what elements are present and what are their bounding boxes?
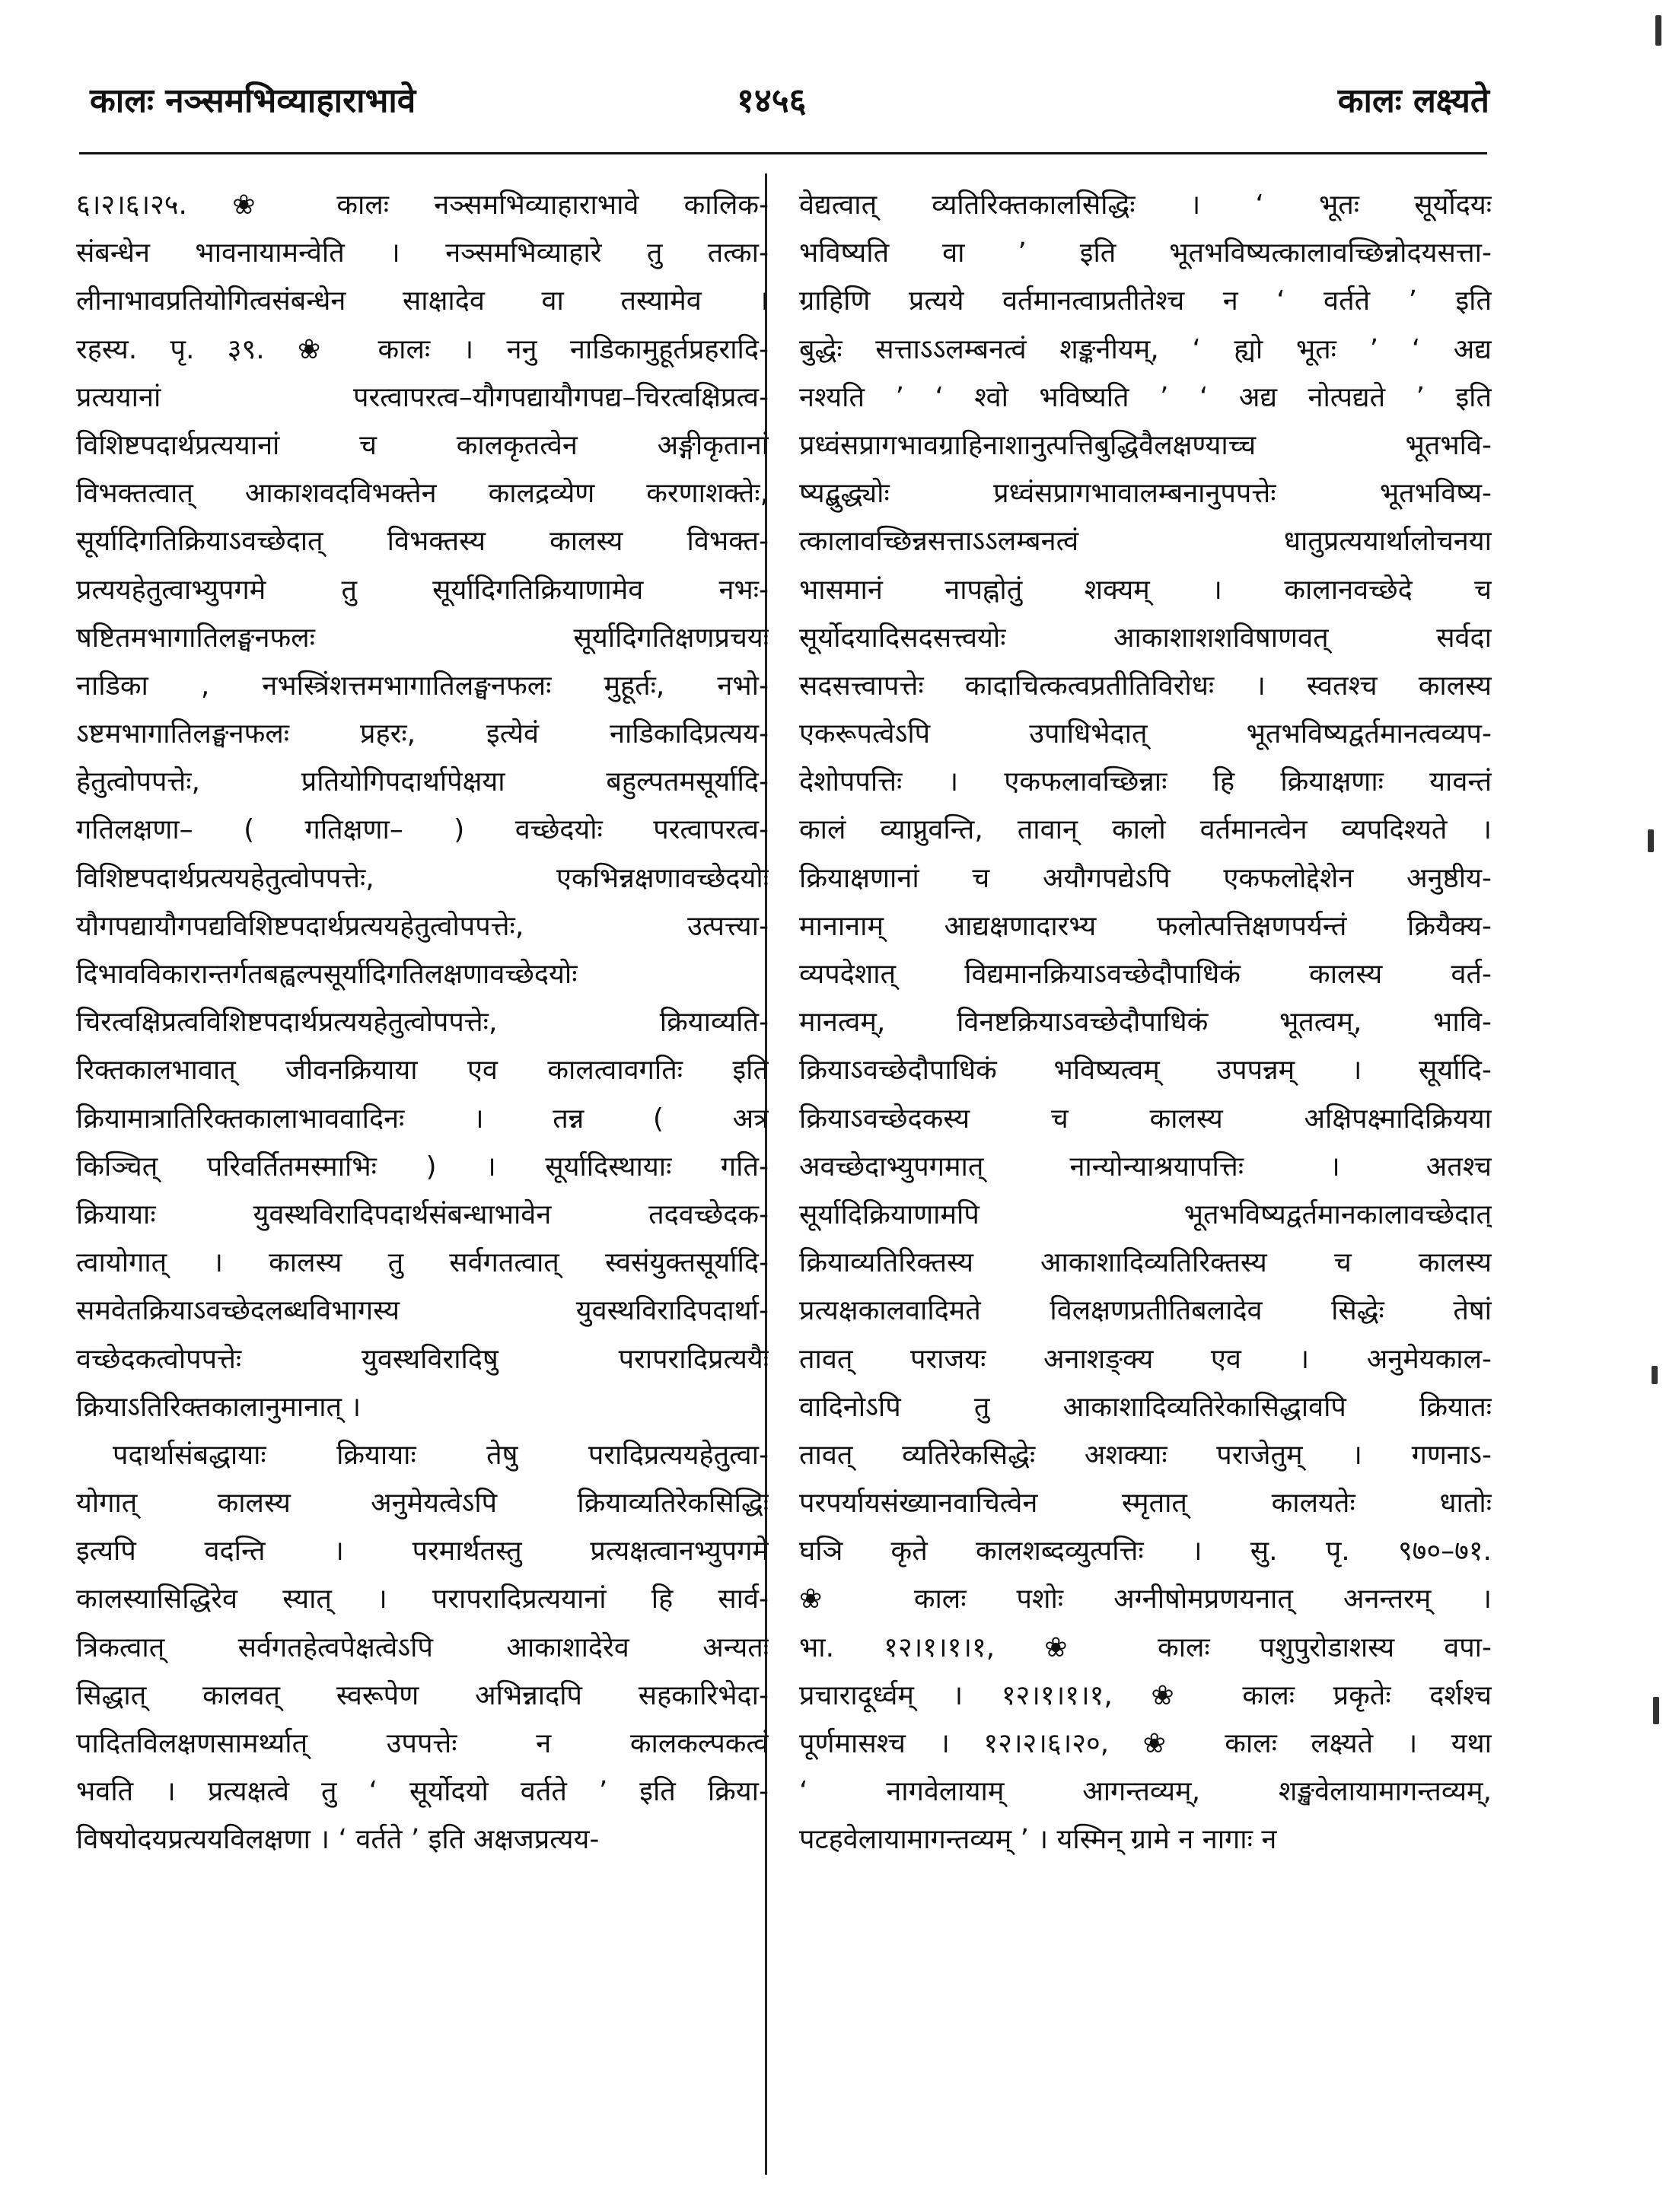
page-number: १४५६ [737, 81, 807, 120]
running-head-right: कालः लक्ष्यते [1337, 81, 1489, 120]
text-line: घञि कृते कालशब्दव्युत्पत्तिः । सु. पृ. ९७०–७१. [799, 1536, 1492, 1567]
text-line: वच्छेदकत्वोपपत्तेः युवस्थविरादिषु परापरादिप्रत्ययैः [76, 1343, 769, 1375]
text-line: क्रियाऽवच्छेदौपाधिकं भविष्यत्वम् उपपन्नम् । सूर्यादि- [799, 1055, 1492, 1087]
text-line: पदार्थासंबद्धायाः क्रियायाः तेषु परादिप्रत्ययहेतुत्वा- [113, 1439, 769, 1471]
text-line: ❀ कालः पशोः अग्नीषोमप्रणयनात् अनन्तरम् । [799, 1583, 1492, 1615]
text-line: मानत्वम्, विनष्टक्रियाऽवच्छेदौपाधिकं भूतत्वम्, भावि- [799, 1007, 1492, 1039]
text-line: किञ्चित् परिवर्तितमस्माभिः ) । सूर्यादिस्थायाः गति- [76, 1151, 769, 1182]
text-line: ६।२।६।२५. ❀ कालः नञ्समभिव्याहाराभावे कालिक- [76, 189, 769, 221]
text-line: त्कालावच्छिन्नसत्ताऽऽलम्बनत्वं धातुप्रत्ययार्थालोचनया [799, 526, 1492, 558]
text-line: कालस्यासिद्धिरेव स्यात् । परापरादिप्रत्ययानां हि सार्व- [76, 1583, 769, 1615]
text-line: विशिष्टपदार्थप्रत्ययहेतुत्वोपपत्तेः, एकभिन्नक्षणावच्छेदयोः [76, 862, 769, 894]
text-line: तावत् व्यतिरेकसिद्धेः अशक्याः पराजेतुम् । गणनाऽ- [799, 1439, 1492, 1471]
text-line: ष्यद्बुद्ध्योः प्रध्वंसप्रागभावालम्बनानुपपत्तेः भूतभविष्य- [799, 478, 1492, 510]
text-line: षष्टितमभागातिलङ्घनफलः सूर्यादिगतिक्षणप्रचयः [76, 622, 769, 654]
text-line: ‘ नागवेलायाम् आगन्तव्यम्, शङ्खवेलायामागन्तव्यम्, [799, 1776, 1492, 1808]
text-line: हेतुत्वोपपत्तेः, प्रतियोगिपदार्थापेक्षया बहुल्पतमसूर्यादि- [76, 766, 769, 798]
text-line: प्रध्वंसप्रागभावग्राहिनाशानुत्पत्तिबुद्धिवैलक्षण्याच्च भूतभवि- [799, 429, 1492, 461]
text-line: विशिष्टपदार्थप्रत्ययानां च कालकृतत्वेन अङ्गीकृतानां [76, 429, 769, 461]
text-line: भविष्यति वा ’ इति भूतभविष्यत्कालावच्छिन्नोदयसत्ता- [799, 237, 1492, 269]
text-line: इत्यपि वदन्ति । परमार्थतस्तु प्रत्यक्षत्वानभ्युपगमे [76, 1536, 769, 1567]
text-line: संबन्धेन भावनायामन्वेति । नञ्समभिव्याहारे तु तत्का- [76, 237, 769, 269]
text-line: त्वायोगात् । कालस्य तु सर्वगतत्वात् स्वसंयुक्तसूर्यादि- [76, 1247, 769, 1279]
running-head-left: कालः नञ्समभिव्याहाराभावे [90, 81, 416, 120]
text-line: कालं व्याप्नुवन्ति, तावान् कालो वर्तमानत्वेन व्यपदिश्यते । [799, 814, 1492, 846]
text-line: योगात् कालस्य अनुमेयत्वेऽपि क्रियाव्यतिरेकसिद्धिः [76, 1488, 769, 1520]
text-line: सूर्यादिगतिक्रियाऽवच्छेदात् विभक्तस्य कालस्य विभक्त- [76, 526, 769, 558]
text-line: सूर्यादिक्रियाणामपि भूतभविष्यद्वर्तमानकालावच्छेदात् [799, 1198, 1492, 1230]
text-line: भा. १२।१।१।१, ❀ कालः पशुपुरोडाशस्य वपा- [799, 1631, 1492, 1663]
text-line: रहस्य. पृ. ३९. ❀ कालः । ननु नाडिकामुहूर्तप्रहरादि- [76, 333, 769, 365]
text-line: क्रियामात्रातिरिक्तकालाभाववादिनः । तन्न ( अत्र [76, 1103, 769, 1135]
text-line: क्रियायाः युवस्थविरादिपदार्थसंबन्धाभावेन तदवच्छेदक- [76, 1198, 769, 1230]
text-line: नश्यति ’ ‘ श्वो भविष्यति ’ ‘ अद्य नोत्पद्यते ’ इति [799, 381, 1492, 413]
text-line: भवति । प्रत्यक्षत्वे तु ‘ सूर्योदयो वर्तते ’ इति क्रिया- [76, 1776, 769, 1808]
text-line: क्रियाऽवच्छेदकस्य च कालस्य अक्षिपक्ष्मादिक्रियया [799, 1103, 1492, 1135]
margin-mark [1653, 1697, 1659, 1724]
text-line: प्रत्ययानां परत्वापरत्व–यौगपद्यायौगपद्य–चिरत्वक्षिप्रत्व- [76, 381, 769, 413]
text-line: समवेतक्रियाऽवच्छेदलब्धविभागस्य युवस्थविरादिपदार्था- [76, 1295, 769, 1327]
text-line: नाडिका , नभस्त्रिंशत्तमभागातिलङ्घनफलः मुहूर्तः, नभो- [76, 670, 769, 702]
text-line: विभक्तत्वात् आकाशवदविभक्तेन कालद्रव्येण करणाशक्तेः, [76, 478, 769, 510]
text-line: सदसत्त्वापत्तेः कादाचित्कत्वप्रतीतिविरोधः । स्वतश्च कालस्य [799, 670, 1492, 702]
text-line: क्रियाऽतिरिक्तकालानुमानात् । [76, 1391, 362, 1423]
text-line: मानानाम् आद्यक्षणादारभ्य फलोत्पत्तिक्षणपर्यन्तं क्रियैक्य- [799, 910, 1492, 942]
text-line: पूर्णमासश्च । १२।२।६।२०, ❀ कालः लक्ष्यते । यथा [799, 1728, 1492, 1759]
text-line: क्रियाव्यतिरिक्तस्य आकाशादिव्यतिरिक्तस्य च कालस्य [799, 1247, 1492, 1279]
text-line: क्रियाक्षणानां च अयौगपद्येऽपि एकफलोद्देशेन अनुष्ठीय- [799, 862, 1492, 894]
left-column [76, 181, 769, 1864]
text-line: वादिनोऽपि तु आकाशादिव्यतिरेकासिद्धावपि क्रियातः [799, 1391, 1492, 1423]
text-line: बुद्धेः सत्ताऽऽलम्बनत्वं शङ्कनीयम्, ‘ ह्यो भूतः ’ ‘ अद्य [799, 333, 1492, 365]
header-rule [79, 152, 1487, 154]
margin-mark [1648, 829, 1654, 852]
text-line: ऽष्टमभागातिलङ्घनफलः प्रहरः, इत्येवं नाडिकादिप्रत्यय- [76, 718, 769, 750]
text-line: अवच्छेदाभ्युपगमात् नान्योन्याश्रयापत्तिः । अतश्च [799, 1151, 1492, 1182]
text-line: रिक्तकालभावात् जीवनक्रियाया एव कालत्वावगतिः इति [76, 1055, 769, 1087]
text-line: ग्राहिणि प्रत्यये वर्तमानत्वाप्रतीतेश्च न ‘ वर्तते ’ इति [799, 285, 1492, 317]
text-line: दिभावविकारान्तर्गतबह्वल्पसूर्यादिगतिलक्षणावच्छेदयोः [76, 959, 578, 990]
text-line: पटहवेलायामागन्तव्यम् ’ । यस्मिन् ग्रामे न नागाः न [799, 1824, 1277, 1856]
text-line: प्रत्यक्षकालवादिमते विलक्षणप्रतीतिबलादेव सिद्धेः तेषां [799, 1295, 1492, 1327]
text-line: तावत् पराजयः अनाशङ्क्य एव । अनुमेयकाल- [799, 1343, 1492, 1375]
text-line: देशोपपत्तिः । एकफलावच्छिन्नाः हि क्रियाक्षणाः यावन्तं [799, 766, 1492, 798]
text-line: व्यपदेशात् विद्यमानक्रियाऽवच्छेदौपाधिकं कालस्य वर्त- [799, 959, 1492, 990]
text-line: विषयोदयप्रत्ययविलक्षणा । ‘ वर्तते ’ इति अक्षजप्रत्यय- [76, 1824, 600, 1856]
text-line: सिद्धात् कालवत् स्वरूपेण अभिन्नादपि सहकारिभेदा- [76, 1679, 769, 1711]
text-line: परपर्यायसंख्यानवाचित्वेन स्मृतात् कालयतेः धातोः [799, 1488, 1492, 1520]
text-line: भासमानं नापह्नोतुं शक्यम् । कालानवच्छेदे च [799, 574, 1492, 606]
text-line: त्रिकत्वात् सर्वगतहेत्वपेक्षत्वेऽपि आकाशादेरेव अन्यतः [76, 1631, 769, 1663]
text-line: वेद्यत्वात् व्यतिरिक्तकालसिद्धिः । ‘ भूतः सूर्योदयः [799, 189, 1492, 221]
margin-mark [1655, 15, 1661, 46]
right-column [799, 181, 1492, 1864]
text-line: प्रत्ययहेतुत्वाभ्युपगमे तु सूर्यादिगतिक्रियाणामेव नभः- [76, 574, 769, 606]
text-line: सूर्योदयादिसदसत्त्वयोः आकाशाशशविषाणवत् सर्वदा [799, 622, 1492, 654]
text-line: पादितविलक्षणसामर्थ्यात् उपपत्तेः न कालकल्पकत्वं [76, 1728, 769, 1759]
text-line: लीनाभावप्रतियोगित्वसंबन्धेन साक्षादेव वा तस्यामेव । [76, 285, 769, 317]
text-line: यौगपद्यायौगपद्यविशिष्टपदार्थप्रत्ययहेतुत्वोपपत्तेः, उत्पत्त्या- [76, 910, 769, 942]
text-line: प्रचारादूर्ध्वम् । १२।१।१।१, ❀ कालः प्रकृतेः दर्शश्च [799, 1679, 1492, 1711]
text-line: एकरूपत्वेऽपि उपाधिभेदात् भूतभविष्यद्वर्तमानत्वव्यप- [799, 718, 1492, 750]
text-line: चिरत्वक्षिप्रत्वविशिष्टपदार्थप्रत्ययहेतुत्वोपपत्तेः, क्रियाव्यति- [76, 1007, 769, 1039]
margin-mark [1652, 1366, 1658, 1384]
text-line: गतिलक्षणा– ( गतिक्षणा– ) वच्छेदयोः परत्वापरत्व- [76, 814, 769, 846]
